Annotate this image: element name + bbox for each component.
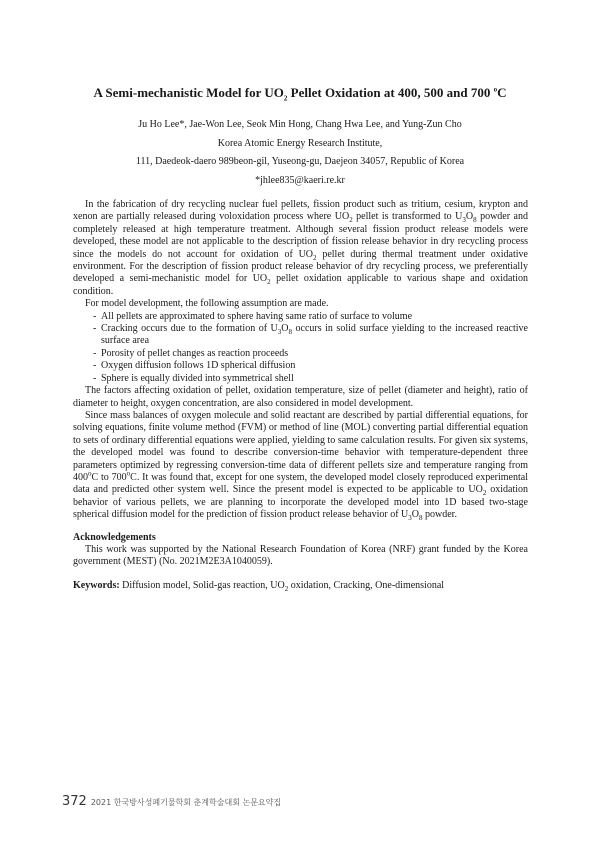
corresponding-email: *jhlee835@kaeri.re.kr [255,175,345,186]
paragraph-intro: In the fabrication of dry recycling nuclear fuel pellets, fission product such as tritium, cesium, krypton and xenon are partially released during voloxidation process where $UO_2$ pellet is transformed to $U_3O_8$ powder and completely released at high temperature treatment. Although several fission product release models were developed, these model are not applicable to the description of fission release behavior in dry recycling process since the models do not account for oxidation of $UO_2$ pellet during thermal treatment under oxidative environment. For the description of fission product release behavior of dry recycling process, we preferentially developed a semi-mechanistic model for $UO_2$ pellet oxidation applicable to various shape and oxidation condition. [73,199,528,297]
paragraph-factors: The factors affecting oxidation of pellet, oxidation temperature, size of pellet (diameter and height), ratio of diameter to height, oxygen concentration, are also considered in model development. [73,385,528,409]
page-footer [62,790,281,809]
paper-title: A Semi-mechanistic Model for $UO_2$ Pellet Oxidation at 400, 500 and 700 $^o$C [93,85,507,103]
abstract-body [73,199,528,592]
affiliation-address: 111, Daedeok-daero 989beon-gil, Yuseong-gu, Daejeon 34057, Republic of Korea [135,156,465,167]
paragraph-assumptions-intro: For model development, the following assumption are made. [85,298,329,310]
acknowledgements-heading: Acknowledgements [73,531,156,543]
assumption-list [73,311,528,385]
affiliation-institute: Korea Atomic Energy Research Institute, [217,138,383,149]
paragraph-methods-results: Since mass balances of oxygen molecule and solid reactant are described by partial differential equations, for solving equations, finite volume method (FVM) or method of line (MOL) converting partial differential equation to sets of ordinary differential equations were applied, yielding to same calculation results. For given six systems, the developed model was found to describe conversion-time behavior with temperature-dependent three parameters optimized by regressing conversion-time data of different pellets size and temperature ranging from 400$^o$C to 700$^o$C. It was found that, except for one system, the developed model closely reproduced experimental data and predicted other system well. Since the present model is expected to be applicable to $UO_2$ oxidation behavior of various pellets, we are planning to incorporate the developed model into 1D based two-stage spherical diffusion model for the prediction of fission product release behavior of $U_3O_8$ powder. [73,409,529,523]
acknowledgements-text: This work was supported by the National Research Foundation of Korea (NRF) grant funded by the Korea government (MEST) (No. 2021M2E3A1040059). [73,543,528,568]
list-item: - Cracking occurs due to the formation of $U_3O_8$ occurs in solid surface yielding to the increased reactive surface area [93,323,528,348]
proceedings-name: 2021 한국방사성폐기물학회 춘계학술대회 논문요약집 [90,798,282,807]
list-item: - Oxygen diffusion follows 1D spherical diffusion [93,360,528,372]
list-item: - Sphere is equally divided into symmetrical shell [93,373,528,385]
keywords-line: Keywords: Diffusion model, Solid-gas reaction, $UO_2$ oxidation, Cracking, One-dimensional [73,579,445,593]
page-number: 372 [62,794,87,809]
list-item: - Porosity of pellet changes as reaction proceeds [93,348,528,360]
author-list: Ju Ho Lee*, Jae-Won Lee, Seok Min Hong, Chang Hwa Lee, and Yung-Zun Cho [138,119,462,130]
list-item: - All pellets are approximated to sphere having same ratio of surface to volume [93,311,528,323]
